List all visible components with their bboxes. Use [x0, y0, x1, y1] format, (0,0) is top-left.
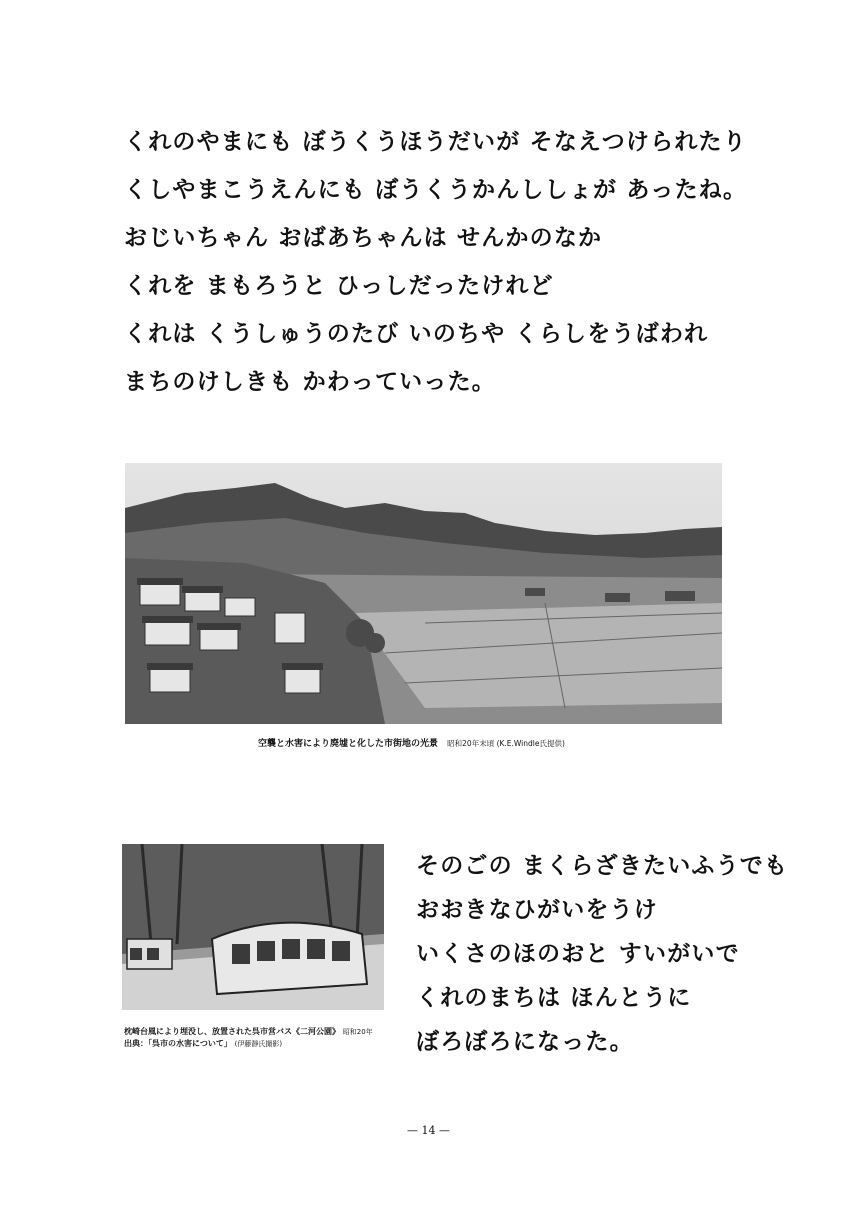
- photo2-caption: [124, 1026, 394, 1050]
- intro-line: おじいちゃん おばあちゃんは せんかのなか: [124, 225, 603, 251]
- intro-line: くしやまこうえんにも ぼうくうかんししょが あったね。: [124, 177, 748, 203]
- side-text: [416, 844, 796, 1064]
- side-line: ぼろぼろになった。: [416, 1029, 634, 1055]
- intro-text: [124, 118, 784, 406]
- photo2-caption-line2-note: (伊藤靜氏撮影): [234, 1040, 283, 1048]
- photo2-caption-line1-note: 昭和20年: [342, 1028, 373, 1036]
- intro-line: まちのけしきも かわっていった。: [124, 369, 496, 395]
- intro-line: くれを まもろうと ひっしだったけれど: [124, 273, 554, 299]
- photo1-caption-main: 空襲と水害により廃墟と化した市街地の光景: [258, 739, 439, 749]
- side-line: おおきなひがいをうけ: [416, 897, 658, 923]
- intro-line: くれのやまにも ぼうくうほうだいが そなえつけられたり: [124, 129, 747, 155]
- side-line: いくさのほのおと すいがいで: [416, 941, 740, 967]
- buried-bus-photo: [122, 844, 384, 1010]
- ruined-city-photo: [125, 463, 722, 724]
- side-line: そのごの まくらざきたいふうでも: [416, 853, 789, 879]
- photo1-caption-note: 昭和20年末頃 (K.E.Windle氏提供): [447, 739, 565, 748]
- photo2-caption-line1: 枕崎台風により埋没し、放置された呉市営バス《二河公園》: [124, 1027, 340, 1036]
- photo2-caption-line2: 出典：「呉市の水害について」: [124, 1039, 232, 1048]
- page-number: — 14 —: [407, 1124, 450, 1137]
- side-line: くれのまちは ほんとうに: [416, 985, 692, 1011]
- intro-line: くれは くうしゅうのたび いのちや くらしをうばわれ: [124, 321, 709, 347]
- photo1-caption: [258, 736, 565, 749]
